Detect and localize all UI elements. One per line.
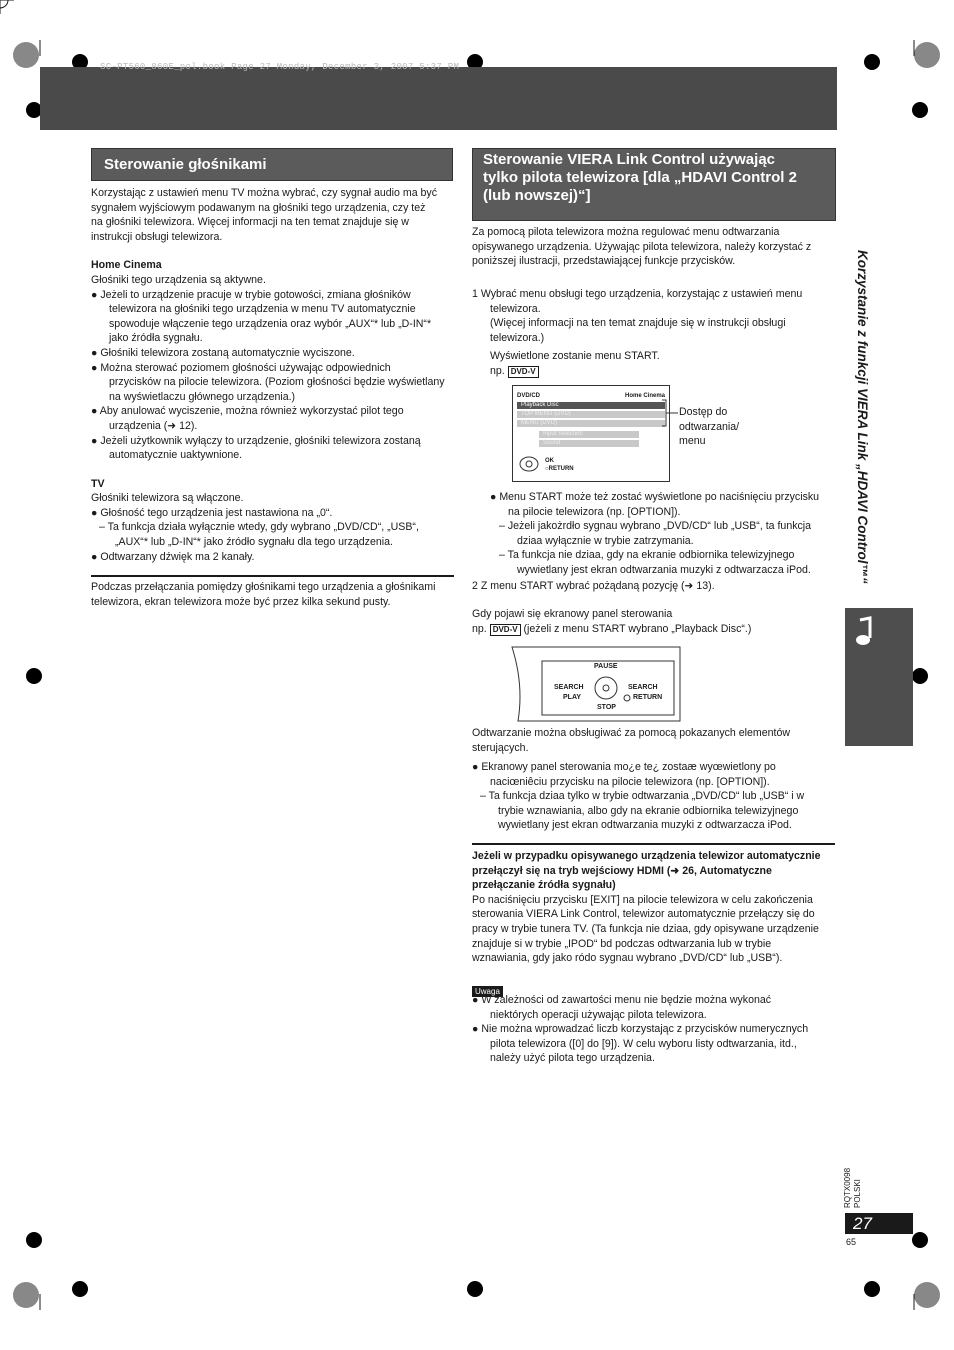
hc-bullet-1: ● Jeżeli to urządzenie pracuje w trybie gotowości, zmiana głośników telewizora na głośniki tego urządzenia w menu TV automatycznie spowoduje włączenie tego urządzenia oraz wybór „AUX“* lub „D-IN“* jako źródła sygnału. xyxy=(91,288,432,345)
hdmi-section: Jeżeli w przypadku opisywanego urządzenia telewizor automatycznie przełączył się na tryb wejściowy HDMI (➜ 26, Automatyczne przełączanie źródła sygnału) Po naciśnięciu przycisku [EXIT] na pilocie telewizora w celu zakończenia sterowania VIERA Link Control, telewizor automatycznie przełączy się do pracy w trybie tunera TV. (Ta funkcja nie dziaa, gdy opisywane urządzenie znajduje si w trybie „IPOD“ bd podczas odtwarzania lub w trybie wznawiania, gdy jako ródo sygnau wybrano „DVD/CD“ lub „USB“). xyxy=(472,850,821,965)
page-sub-number: 65 xyxy=(846,1237,857,1247)
tv-bullet-2: ● Odtwarzany dźwięk ma 2 kanały. xyxy=(91,550,255,563)
right-divider xyxy=(472,843,835,845)
start-menu-screen: DVD/CD Home Cinema Playback Disc TOP MENU (DVD) MENU (DVD) Input Selection Sound OK ○RETURN xyxy=(512,385,670,482)
step-2: 2 Z menu START wybrać pożądaną pozycję (➜ 13). xyxy=(472,580,715,592)
return-label: RETURN xyxy=(633,694,663,701)
home-cinema-sub: Głośniki tego urządzenia są aktywne. xyxy=(91,273,266,286)
search-right-label: SEARCH xyxy=(628,684,658,691)
vertical-title: Korzystanie z funkcji VIERA Link „HDAVI Control™“ xyxy=(855,250,870,584)
play-label: PLAY xyxy=(563,694,582,701)
left-divider xyxy=(91,575,454,577)
return-label: ○RETURN xyxy=(545,466,574,472)
left-note: Podczas przełączania pomiędzy głośnikami tego urządzenia a głośnikami telewizora, ekran telewizora może być przez kilka sekund pusty. xyxy=(91,581,436,608)
menu-item-menu: MENU (DVD) xyxy=(517,420,665,427)
panel-intro: Gdy pojawi się ekranowy panel sterowania np. DVD-V (jeżeli z menu START wybrano „Playback Disc“.) xyxy=(472,608,752,635)
panel-bullets: ● Ekranowy panel sterowania mo¿e te¿ zostaæ wyœwietlony po naciœniêciu przycisku na pilocie telewizora (np. [OPTION]). – Ta funkcja dziaa tylko w trybie odtwarzania „DVD/CD“ lub „USB“ i w trybie wznawiania, albo gdy na ekranie odbiornika telewizyjnego wywietlany jest ekran odtwarzania muzyki z odtwarzacza iPod. xyxy=(472,761,805,832)
tv-bullet-1: ● Głośność tego urządzenia jest nastawiona na „0“. xyxy=(91,506,333,519)
uwaga-badge: Uwaga xyxy=(472,981,503,999)
menu-item-sound: Sound xyxy=(539,440,639,447)
step-1: 1 Wybrać menu obsługi tego urządzenia, korzystając z ustawień menu telewizora. (Więcej informacji na ten temat znajduje się w instrukcji obsługi telewizora.) Wyświetlone zostanie menu START. np. DVD-V xyxy=(472,288,803,377)
pause-label: PAUSE xyxy=(594,663,618,670)
stop-label: STOP xyxy=(597,704,616,711)
right-intro: Za pomocą pilota telewizora można regulować menu odtwarzania opisywanego urządzenia. Używając pilota telewizora, należy korzystać z poniższej ilustracji, przedstawiającej funkcje przycisków. xyxy=(472,226,812,268)
left-column xyxy=(91,186,456,564)
tv-heading: TV xyxy=(91,477,105,490)
callout-text: Dostęp do odtwarzania/ menu xyxy=(679,406,740,448)
tv-sub: Głośniki telewizora są włączone. xyxy=(91,492,244,505)
dvdv-tag: DVD-V xyxy=(508,366,539,378)
start-bullets: ● Menu START może też zostać wyświetlone po naciśnięciu przycisku na pilocie telewizora (np. [OPTION]). – Jeżeli jakożrdło sygnau wybrano „DVD/CD“ lub „USB“, ta funkcja dziaa wyłącznie w trybie zatrzymania. – Ta funkcja nie dziaa, gdy na ekranie odbiornika telewizyjnego wywietlany jest ekran odtwarzania muzyki z odtwarzacza iPod. xyxy=(490,491,820,576)
search-left-label: SEARCH xyxy=(554,684,584,691)
hc-bullet-2: ● Głośniki telewizora zostaną automatycznie wyciszone. xyxy=(91,346,355,359)
file-name: SC-PT560_860E_pol.book Page 27 Monday, December 3, 2007 5:37 PM xyxy=(100,62,460,72)
after-panel: Odtwarzanie można obsługiwać za pomocą pokazanych elementów sterujących. xyxy=(472,727,790,754)
right-section-title: Sterowanie VIERA Link Control używając tylko pilota telewizora [dla „HDAVI Control 2 (lub nowszej)“] xyxy=(472,148,836,221)
menu-item-input-selection: Input Selection xyxy=(539,431,639,438)
left-intro: Korzystając z ustawień menu TV można wybrać, czy sygnał audio ma być sygnałem wyjściowym podawanym na głośniki tego urządzenia, czy też na głośniki telewizora. Więcej informacji na ten temat znajduje się w instrukcji obsługi telewizora. xyxy=(91,187,438,243)
hc-bullet-4: ● Aby anulować wyciszenie, można również wykorzystać pilot tego urządzenia (➜ 12). xyxy=(91,405,404,432)
left-section-title: Sterowanie głośnikami xyxy=(91,148,453,181)
callout-bracket xyxy=(660,398,680,428)
header-band xyxy=(40,67,837,130)
hc-bullet-3: ● Można sterować poziomem głośności używając odpowiednich przycisków na pilocie telewizora. (Poziom głośności będzie wyświetlany na wyświetlaczu głównego urządzenia.) xyxy=(91,361,445,403)
tv-dash: – Ta funkcja działa wyłącznie wtedy, gdy wybrano „DVD/CD“, „USB“, „AUX“* lub „D-IN“* jako źródło sygnału dla tego urządzenia. xyxy=(99,521,419,549)
dpad-icon xyxy=(519,456,539,472)
home-cinema-heading: Home Cinema xyxy=(91,259,162,272)
uwaga-bullets: ● W zależności od zawartości menu nie będzie można wykonać niektórych operacji używając pilota telewizora. ● Nie można wprowadzać liczb korzystając z przycisków numerycznych pilota telewizora ([0] do [9]). W celu wyboru listy odtwarzania, itd., należy użyć pilota tego urządzenia. xyxy=(472,994,809,1065)
menu-item-playback-disc: Playback Disc xyxy=(517,402,665,409)
hc-bullet-5: ● Jeżeli użytkownik wyłączy to urządzenie, głośniki telewizora zostaną automatycznie uaktywnione. xyxy=(91,434,421,462)
music-note-icon xyxy=(848,616,878,652)
page-number: 27 xyxy=(845,1213,913,1234)
code-vertical: RQTX0098 POLSKI xyxy=(843,1167,862,1208)
menu-item-top-menu: TOP MENU (DVD) xyxy=(517,411,665,418)
